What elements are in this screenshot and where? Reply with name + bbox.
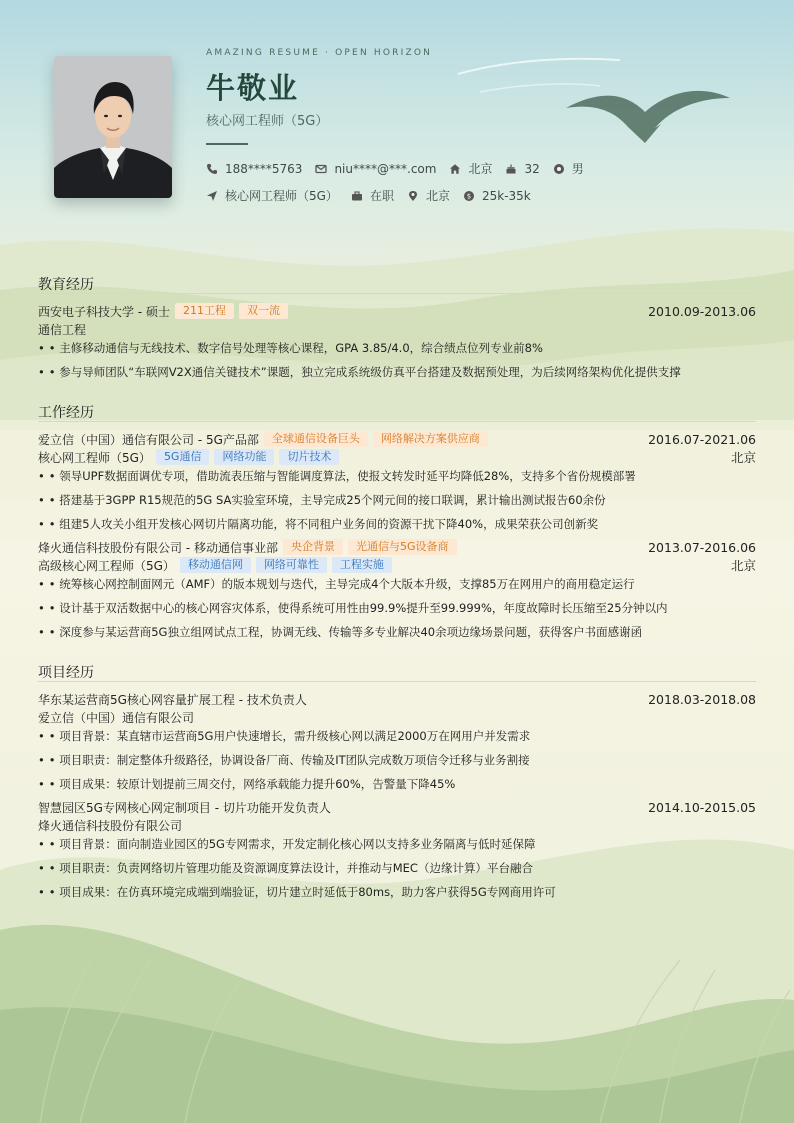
education-bullet: • • 参与导师团队“车联网V2X通信关键技术”课题，独立完成系统级仿真平台搭建及数据预处理，为后续网络架构优化提供支撑: [38, 365, 681, 379]
gender-item: [553, 160, 584, 177]
company-name: 烽火通信科技股份有限公司 - 移动通信事业部: [38, 540, 278, 555]
resume-tagline: AMAZING RESUME · OPEN HORIZON: [206, 48, 433, 58]
company-name: 爱立信（中国）通信有限公司 - 5G产品部: [38, 432, 259, 447]
cake-icon: [505, 163, 517, 175]
project-name-row: [38, 798, 756, 816]
project-name-row: [38, 690, 756, 708]
candidate-name: 牛敬业: [206, 71, 300, 105]
project-org-row: [38, 708, 756, 726]
status-value: 在职: [369, 189, 394, 203]
work-company-row: [38, 538, 756, 556]
school-name: 西安电子科技大学 - 硕士: [38, 304, 170, 319]
profile-photo: [54, 56, 172, 198]
contact-info-row: [206, 160, 597, 177]
work-bullet: • • 搭建基于3GPP R15规范的5G SA实验室环境，主导完成25个网元间的接口联调，累计输出测试报告60余份: [38, 493, 606, 507]
phone-icon: [206, 163, 218, 175]
project-bullet: • • 项目背景：面向制造业园区的5G专网需求，开发定制化核心网以支持多业务隔离与低时延保障: [38, 837, 536, 851]
role-name: 核心网工程师（5G）: [38, 450, 151, 465]
work-role-row: [38, 556, 756, 574]
education-major-row: [38, 320, 756, 338]
role-tag: 工程实施: [332, 557, 392, 573]
company-tag: 央企背景: [283, 539, 343, 555]
school-tag: 211工程: [175, 303, 234, 319]
phone-item: [206, 162, 302, 176]
project-org-row: [38, 816, 756, 834]
role-tag: 5G通信: [156, 449, 210, 465]
work-bullet: • • 统筹核心网控制面网元（AMF）的版本规划与迭代，主导完成4个大版本升级，支撑85万在网用户的商用稳定运行: [38, 577, 635, 591]
project-bullet: • • 项目成果：较原计划提前三周交付，网络承载能力提升60%，告警量下降45%: [38, 777, 456, 791]
email-item: [315, 162, 436, 176]
company-tag: 光通信与5G设备商: [348, 539, 457, 555]
role-tag: 网络可靠性: [256, 557, 327, 573]
education-bullet: • • 主修移动通信与无线技术、数字信号处理等核心课程，GPA 3.85/4.0，综合绩点位列专业前8%: [38, 341, 543, 355]
location-item: [407, 187, 450, 204]
role-tag: 移动通信网: [180, 557, 251, 573]
work-location: 北京: [730, 450, 756, 465]
project-name: 智慧园区5G专网核心网定制项目 - 切片功能开发负责人: [38, 800, 331, 815]
project-bullet: • • 项目背景：某直辖市运营商5G用户快速增长，需升级核心网以满足2000万在网用户并发需求: [38, 729, 531, 743]
project-bullet: • • 项目职责：负责网络切片管理功能及资源调度算法设计，并推动与MEC（边缘计算）平台融合: [38, 861, 533, 875]
position-value: 核心网工程师（5G）: [225, 189, 338, 203]
project-bullet: • • 项目职责：制定整体升级路径，协调设备厂商、传输及IT团队完成数万项信令迁移与业务割接: [38, 753, 530, 767]
age-item: [505, 162, 539, 176]
education-section-title: 教育经历: [38, 277, 94, 293]
age-value: 32: [524, 161, 540, 176]
work-bullet: • • 组建5人攻关小组开发核心网切片隔离功能，将不同租户业务间的资源干扰下降40%，成果荣获公司创新奖: [38, 517, 599, 531]
work-date: 2016.07-2021.06: [648, 431, 756, 447]
school-tag: 双一流: [239, 303, 288, 319]
role-tag: 网络功能: [214, 449, 274, 465]
email-address: niu****@***.com: [334, 161, 437, 176]
send-icon: [206, 190, 218, 202]
gender-icon: [553, 163, 565, 175]
project-org: 爱立信（中国）通信有限公司: [38, 710, 195, 725]
education-date: 2010.09-2013.06: [648, 303, 756, 319]
salary-value: 25k-35k: [481, 188, 531, 203]
location-pin-icon: [407, 190, 419, 202]
project-date: 2014.10-2015.05: [648, 799, 756, 815]
major-name: 通信工程: [38, 322, 87, 337]
salary-item: [463, 189, 531, 203]
project-name: 华东某运营商5G核心网容量扩展工程 - 技术负责人: [38, 692, 307, 707]
candidate-title: 核心网工程师（5G）: [206, 114, 329, 129]
location-value: 北京: [425, 189, 450, 203]
work-bullet: • • 深度参与某运营商5G独立组网试点工程，协调无线、传输等多专业解决40余项边缘场景问题，获得客户书面感谢函: [38, 625, 643, 639]
city-value: 北京: [468, 162, 493, 176]
education-divider: [38, 293, 756, 294]
work-divider: [38, 421, 756, 422]
coin-icon: [463, 190, 475, 202]
company-tag: 全球通信设备巨头: [264, 431, 368, 447]
work-role-row: [38, 448, 756, 466]
gender-value: 男: [571, 162, 584, 176]
role-name: 高级核心网工程师（5G）: [38, 558, 175, 573]
projects-divider: [38, 681, 756, 682]
position-item: [206, 187, 338, 204]
work-company-row: [38, 430, 756, 448]
header-divider: [206, 143, 248, 145]
svg-text:$: $: [466, 192, 472, 200]
company-tag: 网络解决方案供应商: [373, 431, 488, 447]
work-bullet: • • 领导UPF数据面调优专项，借助流表压缩与智能调度算法，使报文转发时延平均降低28%，支持多个省份规模部署: [38, 469, 636, 483]
email-icon: [315, 163, 327, 175]
project-org: 烽火通信科技股份有限公司: [38, 818, 183, 833]
project-bullet: • • 项目成果：在仿真环境完成端到端验证，切片建立时延低于80ms，助力客户获得5G专网商用许可: [38, 885, 556, 899]
phone-number: 188****5763: [225, 161, 303, 176]
project-date: 2018.03-2018.08: [648, 691, 756, 707]
job-intent-row: [206, 187, 544, 204]
education-school-row: [38, 302, 756, 320]
role-tag: 切片技术: [279, 449, 339, 465]
work-date: 2013.07-2016.06: [648, 539, 756, 555]
work-section-title: 工作经历: [38, 405, 94, 421]
projects-section-title: 项目经历: [38, 665, 94, 681]
home-icon: [449, 163, 461, 175]
work-bullet: • • 设计基于双活数据中心的核心网容灾体系，使得系统可用性由99.9%提升至99.999%，年度故障时长压缩至25分钟以内: [38, 601, 668, 615]
city-item: [449, 160, 492, 177]
portrait-image: [54, 56, 172, 198]
briefcase-icon: [351, 190, 363, 202]
work-location: 北京: [730, 558, 756, 573]
status-item: [351, 187, 394, 204]
